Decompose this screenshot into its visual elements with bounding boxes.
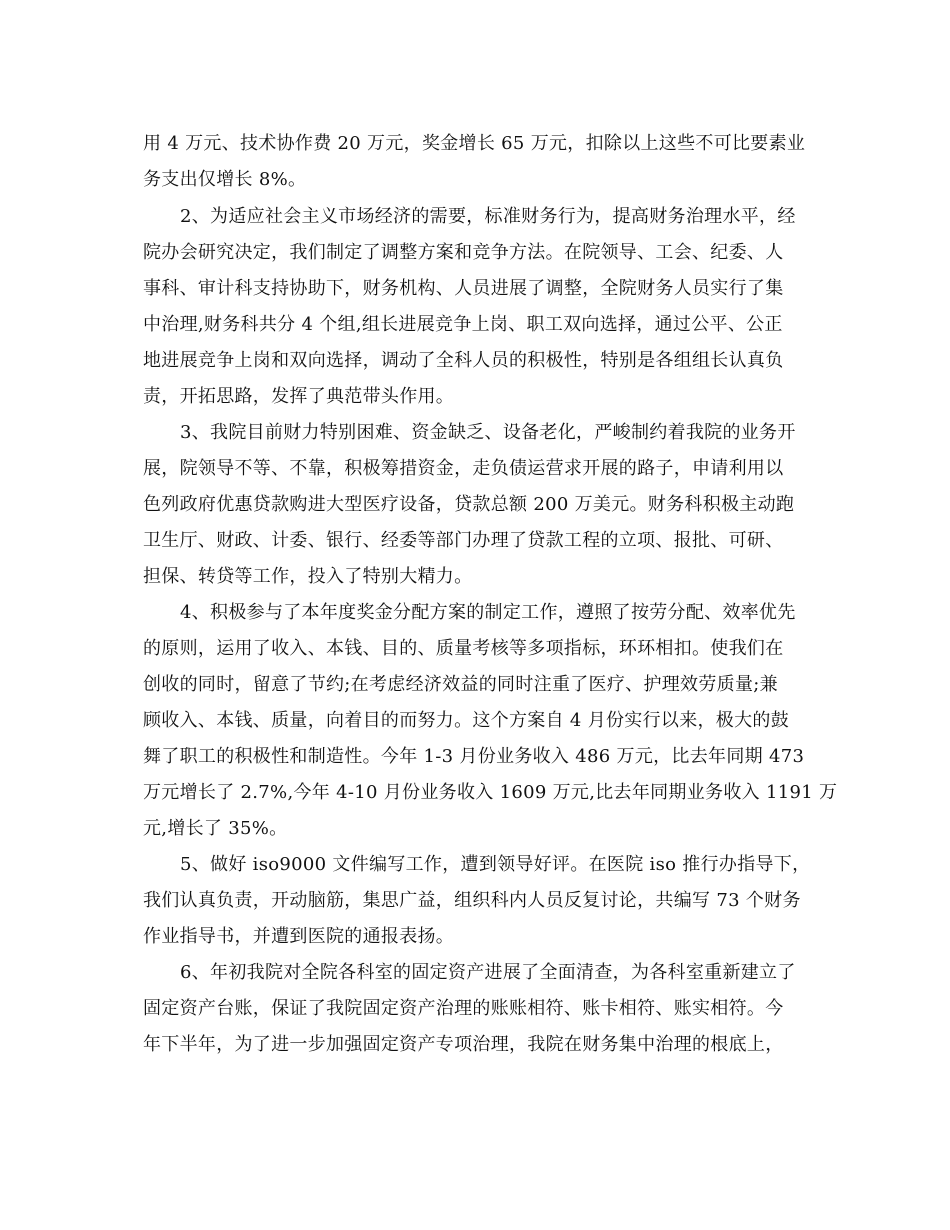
text-line: 色列政府优惠贷款购进大型医疗设备，贷款总额 200 万美元。财务科积极主动跑 [143,494,795,515]
text-line: 展，院领导不等、不靠，积极筹措资金，走负债运营求开展的路子，申请利用以 [143,458,784,479]
text-line: 作业指导书，并遭到医院的通报表扬。 [143,926,455,947]
text-line: 责，开拓思路，发挥了典范带头作用。 [143,386,455,407]
paragraph-5-start: 5、做好 iso9000 文件编写工作，遭到领导好评。在医院 iso 推行办指导下， [180,854,811,875]
text-line: 事科、审计科支持协助下，财务机构、人员进展了调整，全院财务人员实行了集 [143,278,784,299]
paragraph-6-start: 6、年初我院对全院各科室的固定资产进展了全面清查，为各科室重新建立了 [180,962,796,983]
text-line: 担保、转贷等工作，投入了特别大精力。 [143,566,473,587]
text-line: 的原则，运用了收入、本钱、目的、质量考核等多项指标，环环相扣。使我们在 [143,638,784,659]
text-line: 年下半年，为了进一步加强固定资产专项治理，我院在财务集中治理的根底上， [143,1034,784,1055]
text-line: 固定资产台账，保证了我院固定资产治理的账账相符、账卡相符、账实相符。今 [143,998,784,1019]
paragraph-4-start: 4、积极参与了本年度奖金分配方案的制定工作，遵照了按劳分配、效率优先 [180,602,796,623]
paragraph-3-start: 3、我院目前财力特别困难、资金缺乏、设备老化，严峻制约着我院的业务开 [180,422,796,443]
text-line: 地进展竞争上岗和双向选择，调动了全科人员的积极性，特别是各组组长认真负 [143,350,784,371]
text-line: 务支出仅增长 8%。 [143,169,307,190]
text-line: 创收的同时，留意了节约;在考虑经济效益的同时注重了医疗、护理效劳质量;兼 [143,674,778,695]
text-line: 顾收入、本钱、质量，向着目的而努力。这个方案自 4 月份实行以来，极大的鼓 [143,710,789,731]
text-line: 院办会研究决定，我们制定了调整方案和竞争方法。在院领导、工会、纪委、人 [143,242,784,263]
text-line: 我们认真负责，开动脑筋，集思广益，组织科内人员反复讨论，共编写 73 个财务 [143,890,801,911]
text-line: 元,增长了 35%。 [143,818,288,839]
text-line: 万元增长了 2.7%,今年 4-10 月份业务收入 1609 万元,比去年同期业务收入 1191 万 [143,782,838,803]
text-line: 卫生厅、财政、计委、银行、经委等部门办理了贷款工程的立项、报批、可研、 [143,530,784,551]
text-line: 舞了职工的积极性和制造性。今年 1-3 月份业务收入 486 万元，比去年同期 473 [143,746,805,767]
text-line: 中治理,财务科共分 4 个组,组长进展竞争上岗、职工双向选择，通过公平、公正 [143,314,783,335]
paragraph-2-start: 2、为适应社会主义市场经济的需要，标准财务行为，提高财务治理水平，经 [180,206,796,227]
text-line: 用 4 万元、技术协作费 20 万元，奖金增长 65 万元，扣除以上这些不可比要素业 [143,133,806,154]
